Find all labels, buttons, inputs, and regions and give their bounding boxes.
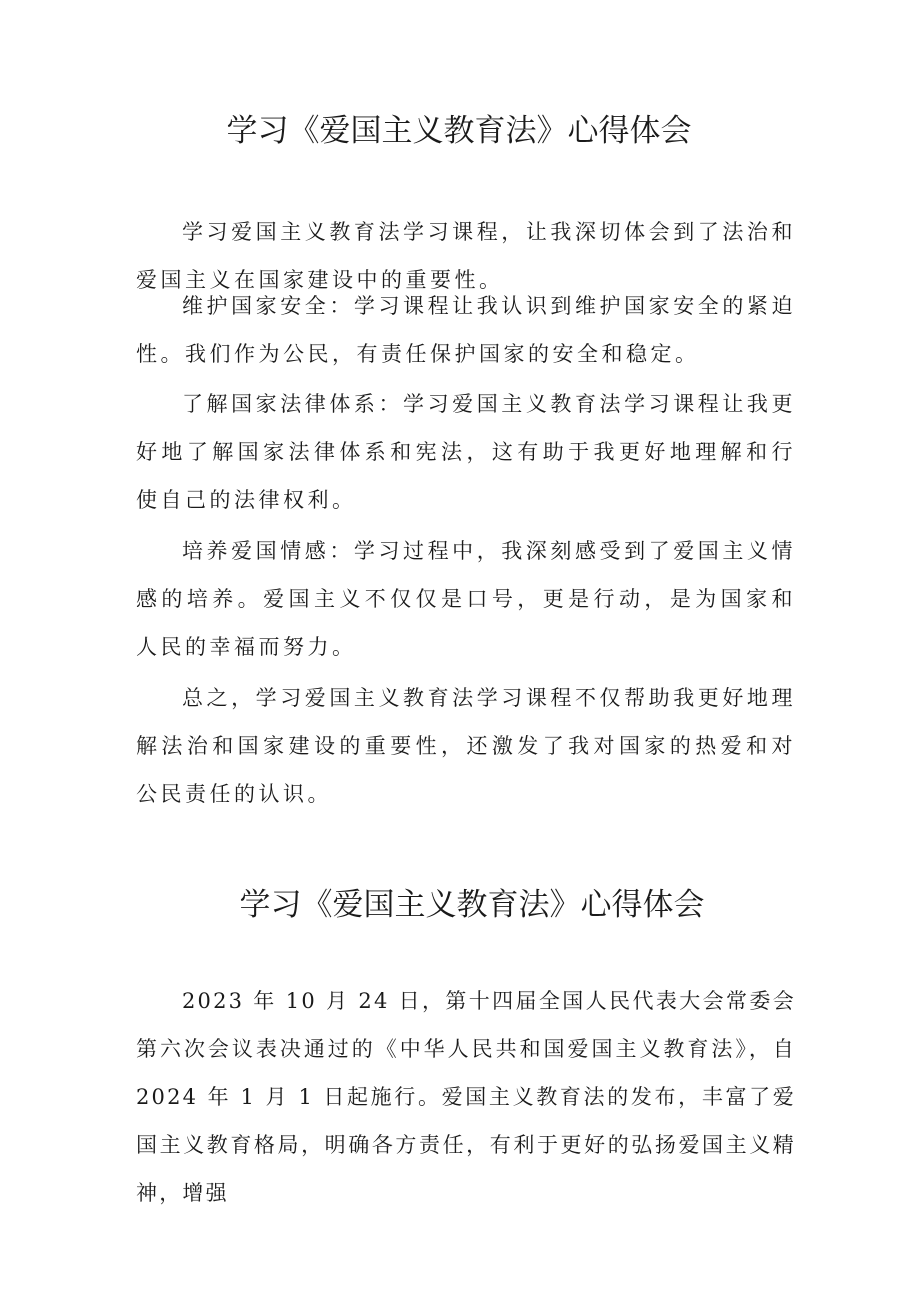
paragraph-summary: 总之，学习爱国主义教育法学习课程不仅帮助我更好地理解法治和国家建设的重要性，还激发了我对国家的热爱和对公民责任的认识。 <box>136 686 796 806</box>
paragraph-law-adoption: 2023 年 10 月 24 日，第十四届全国人民代表大会常委会第六次会议表决通过的《中华人民共和国爱国主义教育法》，自 2024 年 1 月 1 日起施行。爱国主义教育法的发布，丰富了爱国主义教育格局，明确各方责任，有利于更好的弘扬爱国主义精神，增强 <box>136 989 796 1205</box>
paragraph-patriotic-feeling: 培养爱国情感：学习过程中，我深刻感受到了爱国主义情感的培养。爱国主义不仅仅是口号，更是行动，是为国家和人民的幸福而努力。 <box>136 539 796 659</box>
second-document-title <box>0 885 920 925</box>
second-document-title-text: 学习《爱国主义教育法》心得体会 <box>239 887 705 923</box>
paragraph-legal-system: 了解国家法律体系：学习爱国主义教育法学习课程让我更好地了解国家法律体系和宪法，这有助于我更好地理解和行使自己的法律权利。 <box>136 392 796 512</box>
paragraph-national-security: 维护国家安全：学习课程让我认识到维护国家安全的紧迫性。我们作为公民，有责任保护国家的安全和稳定。 <box>136 294 796 366</box>
paragraph-intro: 学习爱国主义教育法学习课程，让我深切体会到了法治和爱国主义在国家建设中的重要性。 <box>136 220 796 292</box>
document-title: 学习《爱国主义教育法》心得体会 <box>226 113 692 149</box>
